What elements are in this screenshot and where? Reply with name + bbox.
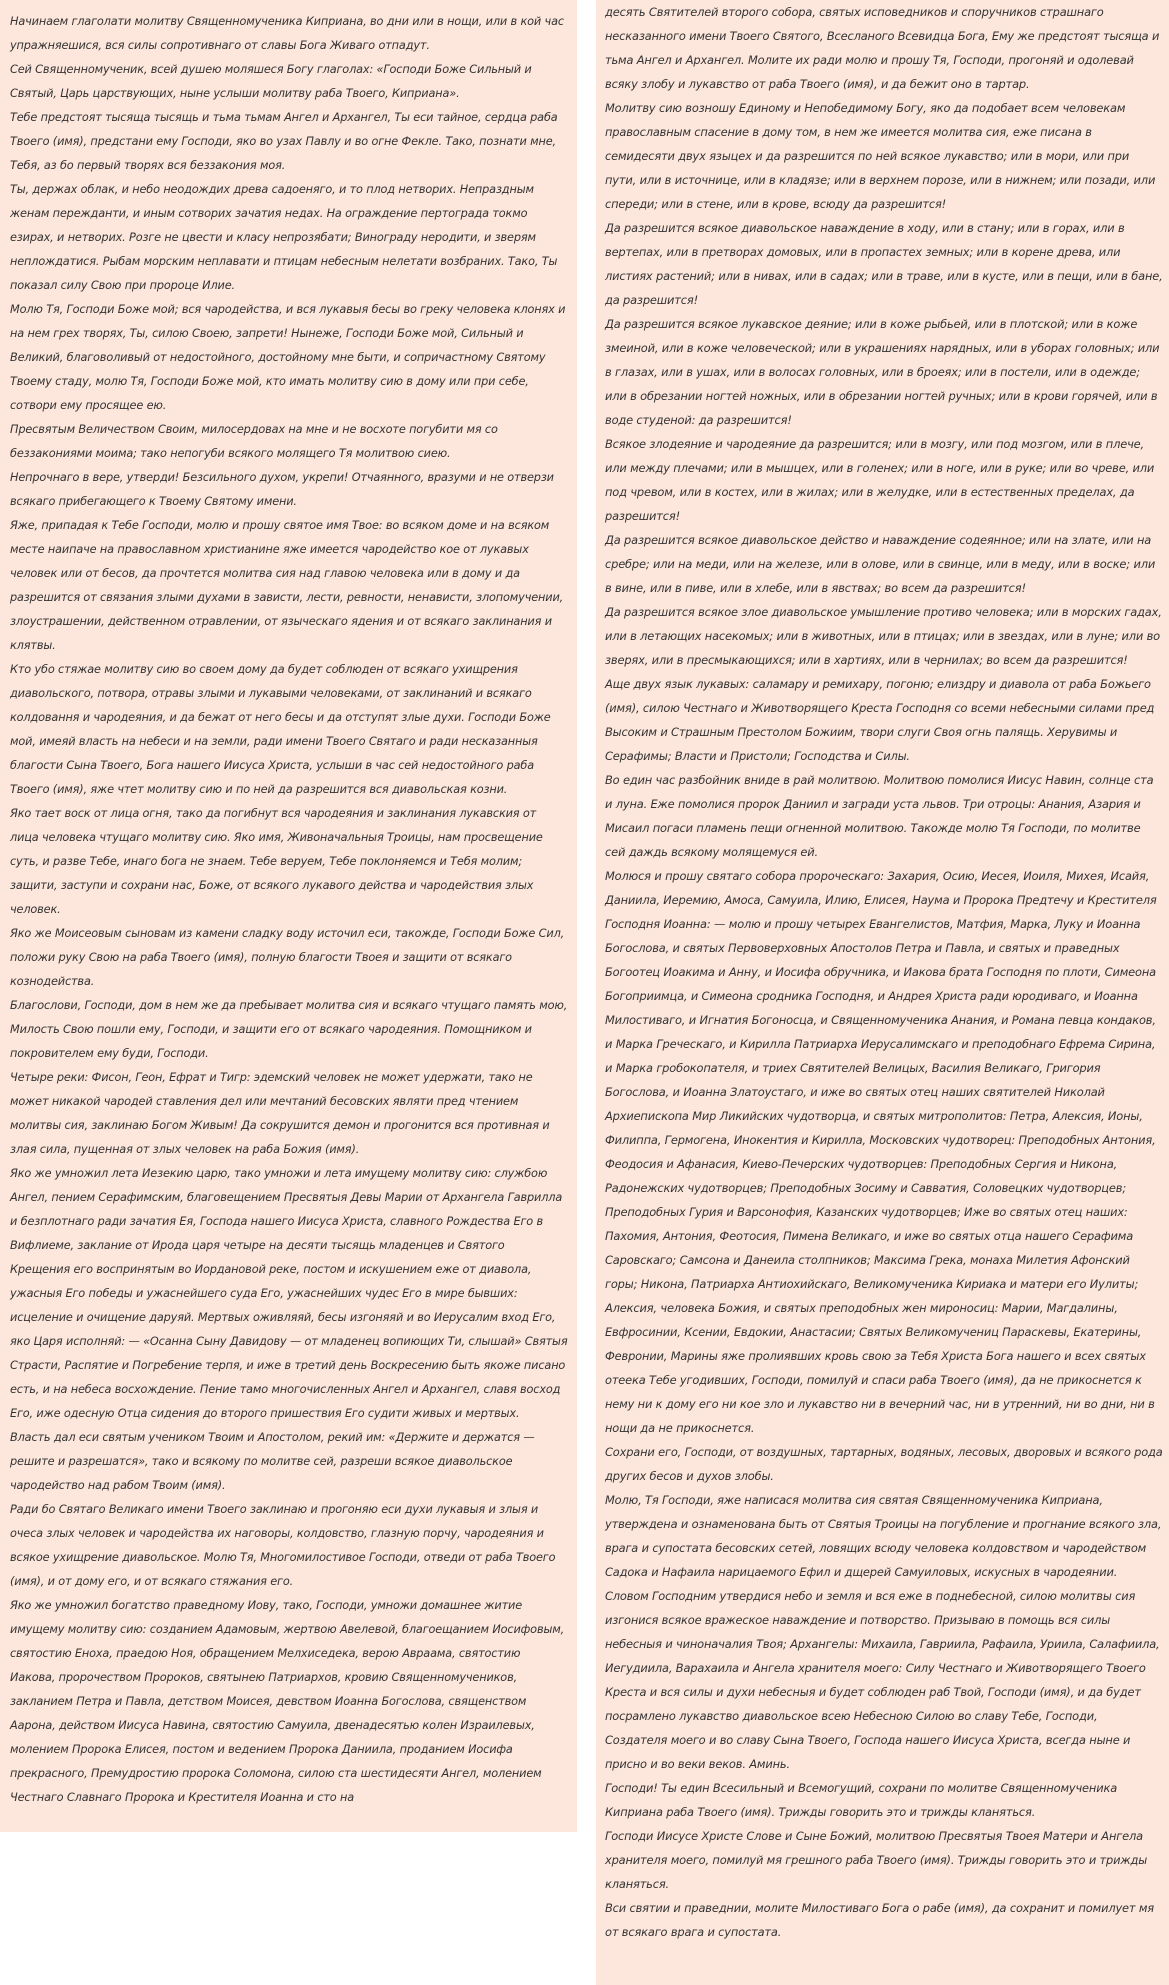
left-paragraph: Сей Священномученик, всей душею моляшеся Богу глаголах: «Господи Боже Сильный и Святый, Царь царствующих, ныне услыши молитву раба Твоего, Киприана».	[10, 63, 532, 100]
left-paragraph: Ты, держах облак, и небо неодождих древа садоеняго, и то плод нетворих. Непраздным женам пережданти, и иным сотворих зачатия недах. На ограждение пертограда токмо езирах, и нетворих. Розге не цвести и класу непрозябати; Винограду неродити, и зверям неплождатися. Рыбам морским неплавати и птицам небесным нелетати возбраних. Тако, Ты показал силу Свою при пророце Илие.	[10, 183, 558, 292]
right-paragraph: Да разрешится всякое злое диавольское умышление противо человека; или в морских гадах, или в летающих насекомых; или в животных, или в птицах; или в звездах, или в луне; или во зверях, или в пресмыкающихся; или в хартиях, или в чернилах; во всем да разрешится!	[605, 605, 1162, 667]
left-paragraph: Непрочнаго в вере, утверди! Безсильного духом, укрепи! Отчаянного, вразуми и не отверзи всякаго прибегающего к Твоему Святому имени.	[10, 471, 554, 508]
right-text-column	[596, 0, 1169, 1985]
left-paragraph: Благослови, Господи, дом в нем же да пребывает молитва сия и всякаго чтущаго память мою, Милость Свою пошли ему, Господи, и защити его от всякаго чародеяния. Помощником и покровителем ему буди, Господи.	[10, 999, 568, 1060]
right-paragraph: десять Святителей второго собора, святых исповедников и споручников страшнаго несказанного имени Твоего Святого, Всесланого Всевидца Бога, Ему же предстоят тысяща и тьма Ангел и Архангел. Молите их ради молю и прошу Тя, Господи, прогоняй и одолевай всяку злобу и лукавство от раба Твоего (имя), и да бежит оно в тартар.	[605, 5, 1160, 91]
right-paragraph: Да разрешится всякое диавольское наваждение в ходу, или в стану; или в горах, или в вертепах, или в претворах домовых, или в пропастех земных; или в корене древа, или листиях растений; или в нивах, или в садах; или в траве, или в кусте, или в пещи, или в бане, да разрешится!	[605, 221, 1163, 307]
left-paragraph: Яко же умножил богатство праведному Иову, тако, Господи, умножи домашнее житие имущему молитву сию: созданием Адамовым, жертвою Авелевой, благоещанием Иосифовым, святостию Еноха, праедою Ноя, обращением Мелхиседека, верою Авраама, святостию Иакова, пророчеством Пророков, святынею Патриархов, кровию Священномучеников, закланием Петра и Павла, детством Моисея, девством Иоанна Богослова, священством Аарона, действом Иисуса Навина, святостию Самуила, двенадесятью колен Израилевых, молением Пророка Елисея, постом и ведением Пророка Даниила, проданием Иосифа прекрасного, Премудростию пророка Соломона, силою ста шестидесяти Ангел, молением Честнаго Славнаго Пророка и Крестителя Иоанна и сто на	[10, 1599, 565, 1804]
right-paragraph: Молю, Тя Господи, яже написася молитва сия святая Священномученика Киприана, утверждена и ознаменована быть от Святыя Троицы на погубление и прогнание всякого зла, врага и супостата бесовских сетей, ловящих всюду человека колдовством и чародейством Садока и Нафаила нарицаемого Ефил и дщерей Самуиловых, искусных в чародеянии.	[605, 1493, 1162, 1579]
right-paragraph: Господи Иисусе Христе Слове и Сыне Божий, молитвою Пресвятыя Твоея Матери и Ангела хранителя моего, помилуй мя грешного раба Твоего (имя). Трижды говорить это и трижды кланяться.	[605, 1829, 1148, 1891]
left-paragraph: Начинаем глаголати молитву Священномученика Киприана, во дни или в нощи, или в кой час упражняешися, вся силы сопротивнаго от славы Бога Живаго отпадут.	[10, 15, 564, 52]
left-paragraph: Тебе предстоят тысяща тысящь и тьма тьмам Ангел и Архангел, Ты еси тайное, сердца раба Твоего (имя), предстани ему Господи, яко во узах Павлу и во огне Фекле. Тако, познати мне, Тебя, аз бо первый творях вся беззакония моя.	[10, 111, 558, 172]
right-paragraph: Господи! Ты един Всесильный и Всемогущий, сохрани по молитве Священномученика Киприана раба Твоего (имя). Трижды говорить это и трижды кланяться.	[605, 1781, 1118, 1819]
left-paragraph: Четыре реки: Фисон, Геон, Ефрат и Тигр: эдемский человек не может удержати, тако не может никакой чародей ставления дел или мечтаний бесовских являти пред чтением молитвы сия, заклинаю Богом Живым! Да сокрушится демон и прогонится вся противная и злая сила, пущенная от злых человек на раба Божия (имя).	[10, 1071, 550, 1156]
right-paragraph: Да разрешится всякое диавольское действо и наваждение содеянное; или на злате, или на сребре; или на меди, или на железе, или в олове, или в свинце, или в меду, или в воске; или в вине, или в пиве, или в хлебе, или в явствах; во всем да разрешится!	[605, 533, 1156, 595]
left-paragraph: Кто убо стяжае молитву сию во своем дому да будет соблюден от всякаго ухищрения диавольского, потвора, отравы злыми и лукавыми человеками, от заклинаний и всякаго колдовання и чародеяния, и да бежат от него бесы и да отступят злые духи. Господи Боже мой, имеяй власть на небеси и на земли, ради имени Твоего Святаго и ради несказанныя благости Сына Твоего, Бога нашего Иисуса Христа, услыши в час сей недостойного раба Твоего (имя), яже чтет молитву сию и по ней да разрешится вся диавольская козни.	[10, 663, 551, 796]
right-paragraph: Во един час разбойник внидe в рай молитвою. Молитвою помолися Иисус Навин, солнце ста и луна. Еже помолися пророк Даниил и загради уста львов. Три отроцы: Анания, Азария и Мисаил погаси пламень пещи огненной молитвою. Такожде молю Тя Господи, по молитве сей даждь всякому молящемуся ей.	[605, 773, 1154, 859]
left-paragraph: Пресвятым Величеством Своим, милосердовах на мне и не восхоте погубити мя со беззакониями моима; тако непогуби всякого молящего Тя молитвою сиею.	[10, 423, 498, 460]
left-paragraph: Яко же Моисеовым сыновам из камени сладку воду источил еси, такожде, Господи Боже Сил, положи руку Свою на раба Твоего (имя), полную благости Твоея и защити от всякаго кознодейства.	[10, 927, 565, 988]
right-paragraph: Молитву сию возношу Единому и Непобедимому Богу, яко да подобает всем человекам православным спасение в дому том, в нем же имеется молитва сия, еже писана в семидесяти двух языцех и да разрешится по ней всякое лукавство; или в мори, или при пути, или в источнице, или в кладязе; или в верхнем порозе, или в нижнем; или позади, или спереди; или в стене, или в крове, всюду да разрешится!	[605, 101, 1156, 211]
left-paragraph: Яко тает воск от лица огня, тако да погибнут вся чародеяния и заклинания лукавския от лица человека чтущаго молитву сию. Яко имя, Живоначальныя Троицы, нам просвещение суть, и разве Тебе, инаго бога не знаем. Тебе веруем, Тебе поклоняемся и Тебя молим; защити, заступи и сохрани нас, Боже, от всякого лукавого действа и чародействия злых человек.	[10, 807, 543, 916]
right-paragraph: Сохрани его, Господи, от воздушных, тартарных, водяных, лесовых, дворовых и всякого рода других бесов и духов злобы.	[605, 1445, 1163, 1483]
left-paragraph: Молю Тя, Господи Боже мой; вся чародейства, и вся лукавыя бесы во греку человека клонях и на нем грех творях, Ты, силою Своею, запрети! Нынеже, Господи Боже мой, Сильный и Великий, благоволивый от недостойного, достойному мне быти, и сопричастному Святому Твоему стаду, молю Тя, Господи Боже мой, кто имать молитву сию в дому или при себе, сотвори ему просящее ею.	[10, 303, 566, 412]
left-text-column	[0, 0, 577, 1832]
right-paragraph: Всякое злодеяние и чародеяние да разрешится; или в мозгу, или под мозгом, или в плече, или между плечами; или в мышцех, или в голенех; или в ноге, или в руке; или во чреве, или под чревом, или в костех, или в жилах; или в желудке, или в естественных пределах, да разрешится!	[605, 437, 1155, 523]
left-paragraph: Ради бо Святаго Великаго имени Твоего заклинаю и прогоняю еси духи лукавыя и злыя и очеса злых человек и чародейства их наговоры, колдовство, глазную порчу, чародеяния и всякое ухищрение диавольское. Молю Тя, Многомилостивое Господи, отведи от раба Твоего (имя), и от дому его, и от всякаго стяжания его.	[10, 1503, 556, 1588]
left-paragraph: Яко же умножил лета Иезекию царю, тако умножи и лета имущему молитву сию: службою Ангел, пением Серафимским, благовещением Пресвятыя Девы Марии от Архангела Гаврилла и безплотнаго ради зачатия Ея, Господа нашего Иисуса Христа, славного Рождества Его в Вифлиеме, заклание от Ирода царя четыре на десяти тысящь младенцев и Святого Крещения его воспринятым во Иордановой реке, постом и искушением еже от диавола, ужасныя Его победы и ужаснейшего суда Его, ужаснейших чудес Его в мире бывших: исцеление и очищение даруяй. Мертвых оживляяй, бесы изгоняяй и во Иерусалим вход Его, яко Царя исполняй: — «Осанна Сыну Давидову — от младенец вопиющих Ти, слышай» Святыя Страсти, Распятие и Погребение терпя, и иже в третий день Воскресению быть якоже писано есть, и на небеса восхождение. Пение тамо многочисленных Ангел и Архангел, славя восход Его, иже одесную Отца сидения до второго пришествия Его судити живых и мертвых.	[10, 1167, 568, 1420]
right-paragraph: Словом Господним утвердися небо и земля и вся еже в поднебесной, силою молитвы сия изгонися всякое вражеское наваждение и потворство. Призываю в помощь вся силы небесныя и чиноначалия Твоя; Архангелы: Михаила, Гавриила, Рафаила, Уриила, Салафиила, Иегудиила, Варахаила и Ангела хранителя моего: Силу Честнаго и Животворящего Твоего Креста и вся силы и духи небесныя и будет соблюден раб Твой, Господи (имя), и да будет посрамлено лукавство диавольское всею Небесною Силою во славу Тебе, Господи, Создателя моего и во славу Сына Твоего, Господа нашего Иисуса Христа, всегда ныне и присно и во веки веков. Аминь.	[605, 1589, 1160, 1771]
right-paragraph: Вси святии и праведнии, молите Милостиваго Бога о рабе (имя), да сохранит и помилует мя от всякаго врага и супостата.	[605, 1901, 1155, 1939]
right-paragraph: Молюся и прошу святаго собора пророческаго: Захария, Осию, Иесея, Иоиля, Михея, Исайя, Даниила, Иеремию, Амоса, Самуила, Илию, Елисея, Наума и Пророка Предтечу и Крестителя Господня Иоанна: — молю и прошу четырех Евангелистов, Матфия, Марка, Луку и Иоанна Богослова, и святых Первоверховных Апостолов Петра и Павла, и святых и праведных Богоотец Иоакима и Анну, и Иосифа обручника, и Иакова брата Господня по плоти, Симеона Богоприимца, и Симеона сродника Господня, и Андрея Христа ради юродиваго, и Иоанна Милостиваго, и Игнатия Богоносца, и Священномученика Анания, и Романа певца кондаков, и Марка Греческаго, и Кирилла Патриарха Иерусалимскаго и преподобнаго Ефрема Сирина, и Марка гробокопателя, и триех Святителей Велицых, Василия Великаго, Григория Богослова, и Иоанна Златоустаго, и иже во святых отец наших святителей Николай Архиепископа Мир Ликийских чудотворца, и святых митрополитов: Петра, Алексия, Ионы, Филиппа, Гермогена, Инокентия и Кирилла, Московских чудотворец: Преподобных Антония, Феодосия и Афанасия, Киево-Печерских чудотворцев: Преподобных Сергия и Никона, Радонежских чудотворцев; Преподобных Зосиму и Савватия, Соловецких чудотворцев; Преподобных Гурия и Варсонофия, Казанских чудотворцев; Иже во святых отец наших: Пахомия, Антония, Феотосия, Пимена Великаго, и иже во святых отца нашего Серафима Саровскаго; Самсона и Данеила столпников; Максима Грека, монаха Милетия Афонский горы; Никона, Патриарха Антиохийскаго, Великомученика Кириака и матери его Иулиты; Алексия, человека Божия, и святых преподобных жен мироносиц: Марии, Магдалины, Евфросинии, Ксении, Евдокии, Анастасии; Святых Великомучениц Параскевы, Екатерины, Февронии, Марины яже пролиявших кровь свою за Тебя Христа Бога нашего и всех святых отеека Тебе угодивших, Господи, помилуй и спаси раба Твоего (имя), да не прикоснется к нему ни к дому его ни кое зло и лукавство ни в вечерний час, ни в утренний, ни во дни, ни в нощи да не прикоснется.	[605, 869, 1157, 1435]
right-paragraph: Да разрешится всякое лукавское деяние; или в коже рыбьей, или в плотской; или в коже змеиной, или в коже человеческой; или в украшениях нарядных, или в уборах головных; или в глазах, или в ушах, или в волосах головных, или в броеях; или в постели, или в одежде; или в обрезании ногтей ножных, или в обрезании ногтей ручных; или в крови горячей, или в воде студеной: да разрешится!	[605, 317, 1160, 427]
left-paragraph: Яже, припадая к Тебе Господи, молю и прошу святое имя Твое: во всяком доме и на всяком месте наипаче на православном христианине яже имеется чародейство кое от лукавых человек или от бесов, да прочтется молитва сия над главою человека или в дому и да разрешится от связания злыми духами в зависти, лести, ревности, ненависти, злопомучении, злоустрашении, действенном отравлении, от языческаго ядения и от всякаго заклинания и клятвы.	[10, 519, 564, 652]
left-paragraph: Власть дал еси святым учеником Твоим и Апостолом, рекий им: «Держите и держатся — решите и разрешатся», тако и всякому по молитве сей, разреши всякое диавольское чародейство над рабом Твоим (имя).	[10, 1431, 535, 1492]
right-paragraph: Аще двух язык лукавых: саламару и ремихару, погоню; елиздру и диавола от раба Божьего (имя), силою Честнаго и Животворящего Креста Господня со всеми небесными силами пред Высоким и Страшным Престолом Божиим, твори слуги Своя огнь палящь. Херувимы и Серафимы; Власти и Пристоли; Господства и Силы.	[605, 677, 1155, 763]
